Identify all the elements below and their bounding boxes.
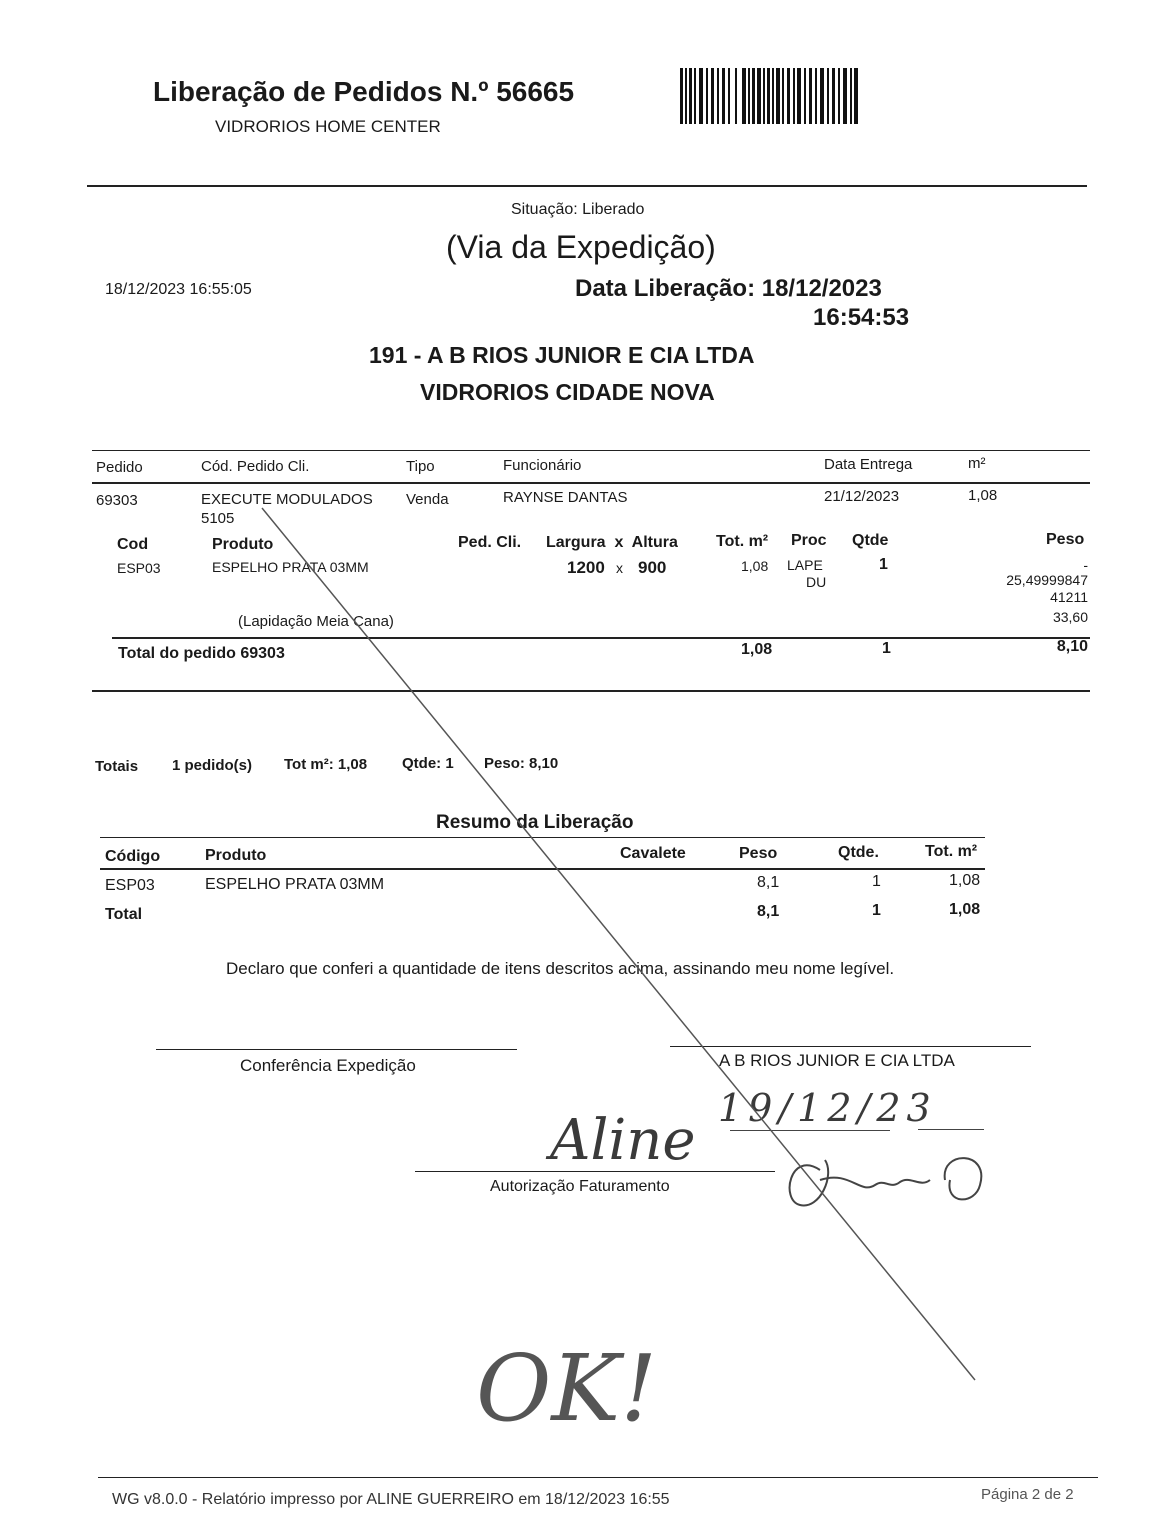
item-proc-1: LAPE	[787, 557, 823, 573]
company-name: VIDRORIOS HOME CENTER	[215, 117, 441, 136]
footer-rule	[98, 1477, 1098, 1478]
client-line-1: 191 - A B RIOS JUNIOR E CIA LTDA	[369, 342, 755, 368]
col-cod-pedido-cli: Cód. Pedido Cli.	[201, 458, 310, 475]
item-height: 900	[638, 558, 667, 577]
item-times: x	[616, 560, 623, 576]
totals-m2: Tot m²: 1,08	[284, 756, 368, 773]
col-pedido: Pedido	[96, 459, 143, 476]
order-total-label: Total do pedido 69303	[118, 645, 285, 662]
summary-total-tot-m2: 1,08	[949, 901, 981, 918]
totals-qtde: Qtde: 1	[402, 755, 454, 772]
col-qtde: Qtde	[852, 532, 889, 549]
handwritten-ok: OK!	[476, 1335, 658, 1442]
delivery-date: 21/12/2023	[824, 488, 900, 505]
summary-row-peso: 8,1	[757, 874, 780, 891]
totals-pedidos: 1 pedido(s)	[172, 757, 253, 774]
col-peso: Peso	[1046, 531, 1085, 548]
order-number: 69303	[96, 492, 138, 509]
footer-page: Página 2 de 2	[981, 1486, 1074, 1503]
footer-printed-by: WG v8.0.0 - Relatório impresso por ALINE GUERREIRO em 18/12/2023 16:55	[112, 1491, 670, 1508]
summary-col-peso: Peso	[739, 845, 778, 862]
order-total-qtde: 1	[882, 640, 891, 657]
summary-total-peso: 8,1	[757, 903, 780, 920]
col-cod: Cod	[117, 536, 149, 553]
summary-title: Resumo da Liberação	[436, 812, 634, 833]
order-total-m2: 1,08	[741, 641, 773, 658]
signature-aline: Aline	[550, 1108, 696, 1173]
document-title: Liberação de Pedidos N.º 56665	[153, 76, 575, 107]
order-type: Venda	[406, 491, 449, 508]
item-peso-dash: -	[1083, 557, 1088, 573]
client-order-code-2: 5105	[201, 510, 235, 527]
item-peso-33: 33,60	[1052, 609, 1088, 625]
summary-col-tot-m2: Tot. m²	[925, 843, 978, 860]
item-proc-2: DU	[806, 574, 827, 590]
client-line-2: VIDRORIOS CIDADE NOVA	[420, 379, 715, 405]
item-code: ESP03	[117, 560, 161, 576]
item-qtde: 1	[879, 556, 888, 573]
via-title: (Via da Expedição)	[446, 229, 716, 265]
col-ped-cli: Ped. Cli.	[458, 534, 522, 551]
employee-name: RAYNSE DANTAS	[503, 489, 628, 506]
signature-left-label: Conferência Expedição	[240, 1056, 416, 1075]
summary-col-cavalete: Cavalete	[620, 845, 686, 862]
summary-total-qtde: 1	[872, 902, 881, 919]
col-tipo: Tipo	[406, 458, 435, 475]
summary-total-label: Total	[105, 906, 143, 923]
printed-timestamp: 18/12/2023 16:55:05	[105, 281, 252, 298]
item-process-note: (Lapidação Meia Cana)	[238, 613, 394, 630]
client-order-code: EXECUTE MODULADOS	[201, 491, 373, 508]
summary-row-codigo: ESP03	[105, 877, 155, 894]
col-data-entrega: Data Entrega	[824, 456, 913, 473]
col-m2: m²	[968, 455, 986, 472]
item-peso-value-cont: 41211	[1050, 589, 1088, 605]
summary-row-tot-m2: 1,08	[949, 872, 981, 889]
summary-col-produto: Produto	[205, 847, 267, 864]
col-produto: Produto	[212, 536, 274, 553]
summary-col-codigo: Código	[105, 848, 161, 865]
authorization-label: Autorização Faturamento	[490, 1178, 670, 1195]
summary-row-produto: ESPELHO PRATA 03MM	[205, 876, 385, 893]
status-text: Situação: Liberado	[511, 201, 645, 218]
order-total-peso: 8,10	[1056, 638, 1088, 655]
declaration-text: Declaro que conferi a quantidade de itens descritos acima, assinando meu nome legível.	[226, 959, 895, 978]
item-width: 1200	[567, 558, 605, 577]
summary-row-qtde: 1	[872, 873, 881, 890]
col-funcionario: Funcionário	[503, 457, 582, 474]
handwritten-date: 19/12/23	[718, 1086, 937, 1130]
release-time: 16:54:53	[813, 304, 910, 331]
item-tot-m2: 1,08	[741, 558, 769, 574]
totals-peso: Peso: 8,10	[484, 755, 559, 772]
summary-col-qtde: Qtde.	[838, 844, 879, 861]
release-date: Data Liberação: 18/12/2023	[575, 275, 882, 302]
order-m2: 1,08	[968, 487, 998, 504]
signature-right-label: A B RIOS JUNIOR E CIA LTDA	[719, 1051, 955, 1070]
item-peso-value: 25,49999847	[1006, 572, 1088, 588]
totals-label: Totais	[95, 758, 139, 775]
col-tot-m2: Tot. m²	[716, 533, 769, 550]
item-product: ESPELHO PRATA 03MM	[212, 559, 369, 575]
col-largura-altura: Largura x Altura	[546, 534, 678, 551]
col-proc: Proc	[791, 532, 827, 549]
